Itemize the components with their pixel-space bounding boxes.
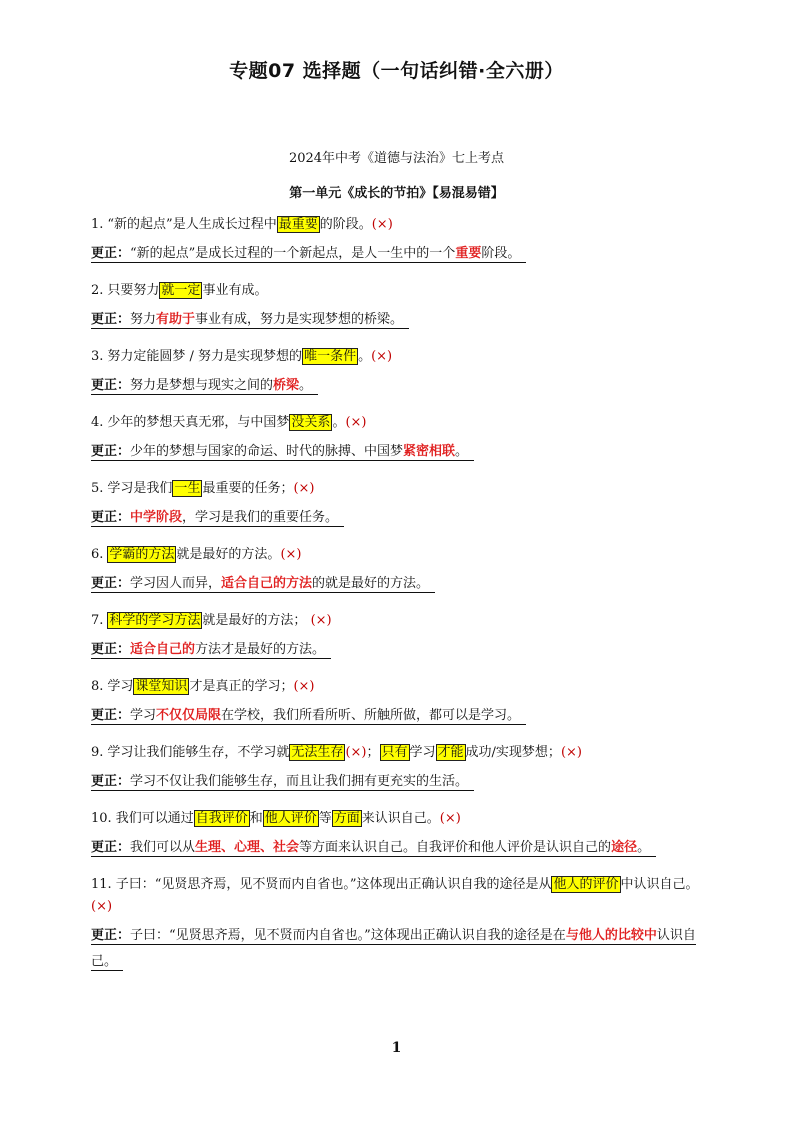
wrong-mark: (×) [91, 899, 113, 914]
correction-text: 我们可以从 [130, 840, 196, 855]
highlighted-error-text: 才能 [437, 745, 464, 760]
wrong-mark: (×) [371, 217, 393, 232]
highlighted-error-text: 他人评价 [264, 811, 317, 826]
highlighted-error-text: 他人的评价 [553, 877, 619, 892]
correction-statement [91, 444, 474, 461]
question-number: 10. [91, 811, 112, 826]
correction-statement [91, 774, 474, 791]
correction-text: 学习因人而异， [130, 576, 222, 591]
wrong-mark: (×) [310, 613, 332, 628]
correction-text: 事业有成，努力是实现梦想的桥梁。 [195, 312, 404, 327]
highlighted-error-text: 无法生存 [291, 745, 344, 760]
correction-line [91, 769, 706, 795]
correction-statement [91, 378, 318, 395]
question-item [91, 478, 706, 531]
question-statement [91, 478, 706, 500]
highlighted-error-text: 就一定 [161, 283, 201, 298]
correction-line [91, 703, 706, 729]
question-text: 成功/实现梦想； [465, 745, 561, 760]
correction-text: 学习 [130, 708, 157, 723]
question-item [91, 742, 706, 795]
correction-label: 更正： [91, 510, 131, 525]
correction-statement [91, 928, 696, 971]
correction-text: 子曰：“见贤思齐焉，见不贤而内自省也。”这体现出正确认识自我的途径是在 [130, 928, 566, 943]
question-number: 2. [91, 283, 104, 298]
question-statement [91, 544, 706, 566]
highlighted-error-text: 课堂知识 [135, 679, 188, 694]
highlighted-error-text: 只有 [381, 745, 408, 760]
correction-line [91, 307, 706, 333]
question-item [91, 544, 706, 597]
question-text: 事业有成。 [202, 283, 268, 298]
highlighted-error-text: 学霸的方法 [109, 547, 175, 562]
correction-label: 更正： [91, 774, 131, 789]
item-list [91, 214, 706, 988]
question-text: 子曰：“见贤思齐焉，见不贤而内自省也。”这体现出正确认识自我的途径是从 [115, 877, 552, 892]
correction-text: 。 [637, 840, 651, 855]
question-text: 来认识自己。 [361, 811, 440, 826]
correction-label: 更正： [91, 378, 131, 393]
question-text: 才是真正的学习； [189, 679, 294, 694]
correction-label: 更正： [91, 642, 131, 657]
unit-heading: 第一单元《成长的节拍》【易混易错】 [289, 186, 504, 201]
correction-line [91, 439, 706, 465]
correction-label: 更正： [91, 708, 131, 723]
correction-statement [91, 708, 526, 725]
correction-text: 。 [299, 378, 313, 393]
question-text: 就是最好的方法； [202, 613, 311, 628]
correction-statement [91, 510, 344, 527]
question-text: 学习 [107, 679, 134, 694]
document-title: 专题07 选择题（一句话纠错·全六册） [229, 60, 564, 82]
emphasized-correction: 重要 [455, 246, 482, 261]
correction-label: 更正： [91, 246, 131, 261]
correction-line [91, 241, 706, 267]
question-text: 等 [318, 811, 332, 826]
highlighted-error-text: 科学的学习方法 [109, 613, 201, 628]
question-text: 学习 [409, 745, 436, 760]
question-number: 9. [91, 745, 104, 760]
correction-line [91, 571, 706, 597]
document-subtitle: 2024年中考《道德与法治》七上考点 [288, 151, 505, 166]
question-statement [91, 346, 706, 368]
question-text: 的阶段。 [319, 217, 372, 232]
page-number: 1 [391, 1040, 402, 1056]
highlighted-error-text: 没关系 [291, 415, 331, 430]
question-item [91, 280, 706, 333]
question-number: 7. [91, 613, 104, 628]
question-text: “新的起点”是人生成长过程中 [107, 217, 277, 232]
correction-statement [91, 246, 526, 263]
correction-text: ，学习是我们的重要任务。 [182, 510, 339, 525]
question-number: 6. [91, 547, 104, 562]
wrong-mark: (×) [439, 811, 461, 826]
question-text: 和 [249, 811, 263, 826]
question-number: 8. [91, 679, 104, 694]
question-item [91, 214, 706, 267]
question-number: 11. [91, 877, 112, 892]
emphasized-correction: 紧密相联 [403, 444, 456, 459]
question-text: 只要努力 [107, 283, 160, 298]
correction-text: 。 [455, 444, 469, 459]
question-text: 就是最好的方法。 [176, 547, 281, 562]
wrong-mark: (×) [293, 481, 315, 496]
emphasized-correction: 生理、心理、社会 [195, 840, 300, 855]
emphasized-correction: 与他人的比较中 [565, 928, 657, 943]
question-number: 3. [91, 349, 104, 364]
correction-statement [91, 576, 435, 593]
correction-text: 方法才是最好的方法。 [195, 642, 326, 657]
correction-statement [91, 642, 331, 659]
question-text: 少年的梦想天真无邪，与中国梦 [107, 415, 290, 430]
wrong-mark: (×) [345, 745, 367, 760]
question-text: 学习让我们能够生存，不学习就 [107, 745, 290, 760]
wrong-mark: (×) [371, 349, 393, 364]
highlighted-error-text: 方面 [333, 811, 360, 826]
highlighted-error-text: 唯一条件 [304, 349, 357, 364]
question-item [91, 874, 706, 975]
wrong-mark: (×) [280, 547, 302, 562]
correction-text: 等方面来认识自己。自我评价和他人评价是认识自己的 [299, 840, 612, 855]
correction-text: 努力是梦想与现实之间的 [130, 378, 274, 393]
highlighted-error-text: 自我评价 [195, 811, 248, 826]
question-text: 中认识自己。 [620, 877, 699, 892]
highlighted-error-text: 最重要 [278, 217, 318, 232]
emphasized-correction: 适合自己的方法 [221, 576, 313, 591]
correction-text: 阶段。 [481, 246, 521, 261]
wrong-mark: (×) [293, 679, 315, 694]
question-item [91, 610, 706, 663]
emphasized-correction: 桥梁 [273, 378, 300, 393]
question-text: 。 [332, 415, 346, 430]
question-number: 5. [91, 481, 104, 496]
question-text: 努力定能圆梦 / 努力是实现梦想的 [107, 349, 303, 364]
question-statement [91, 214, 706, 236]
question-item [91, 412, 706, 465]
emphasized-correction: 有助于 [156, 312, 196, 327]
correction-text: 努力 [130, 312, 157, 327]
correction-line [91, 505, 706, 531]
question-statement [91, 676, 706, 698]
correction-line [91, 373, 706, 399]
question-item [91, 808, 706, 861]
correction-text: 学习不仅让我们能够生存，而且让我们拥有更充实的生活。 [130, 774, 469, 789]
correction-label: 更正： [91, 928, 131, 943]
question-statement [91, 280, 706, 302]
wrong-mark: (×) [560, 745, 582, 760]
question-text: 。 [358, 349, 372, 364]
emphasized-correction: 适合自己的 [130, 642, 196, 657]
correction-text: 少年的梦想与国家的命运、时代的脉搏、中国梦 [130, 444, 404, 459]
question-statement [91, 808, 706, 830]
emphasized-correction: 中学阶段 [130, 510, 183, 525]
question-number: 4. [91, 415, 104, 430]
correction-label: 更正： [91, 576, 131, 591]
correction-line [91, 637, 706, 663]
correction-label: 更正： [91, 312, 131, 327]
emphasized-correction: 途径 [611, 840, 638, 855]
question-statement [91, 610, 706, 632]
correction-line [91, 923, 706, 975]
correction-label: 更正： [91, 840, 131, 855]
correction-text: 认识自己。 [91, 928, 696, 969]
correction-statement [91, 840, 656, 857]
question-text: 学习是我们 [107, 481, 173, 496]
wrong-mark: (×) [345, 415, 367, 430]
question-text: ； [366, 745, 380, 760]
correction-statement [91, 312, 409, 329]
question-statement [91, 412, 706, 434]
correction-line [91, 835, 706, 861]
question-text: 我们可以通过 [115, 811, 194, 826]
highlighted-error-text: 一生 [174, 481, 201, 496]
correction-text: 的就是最好的方法。 [312, 576, 430, 591]
question-item [91, 346, 706, 399]
correction-label: 更正： [91, 444, 131, 459]
question-statement [91, 874, 706, 918]
question-item [91, 676, 706, 729]
question-number: 1. [91, 217, 104, 232]
question-text: 最重要的任务； [202, 481, 294, 496]
correction-text: “新的起点”是成长过程的一个新起点，是人一生中的一个 [130, 246, 456, 261]
correction-text: 在学校，我们所看所听、所触所做，都可以是学习。 [221, 708, 521, 723]
emphasized-correction: 不仅仅局限 [156, 708, 222, 723]
question-statement [91, 742, 706, 764]
